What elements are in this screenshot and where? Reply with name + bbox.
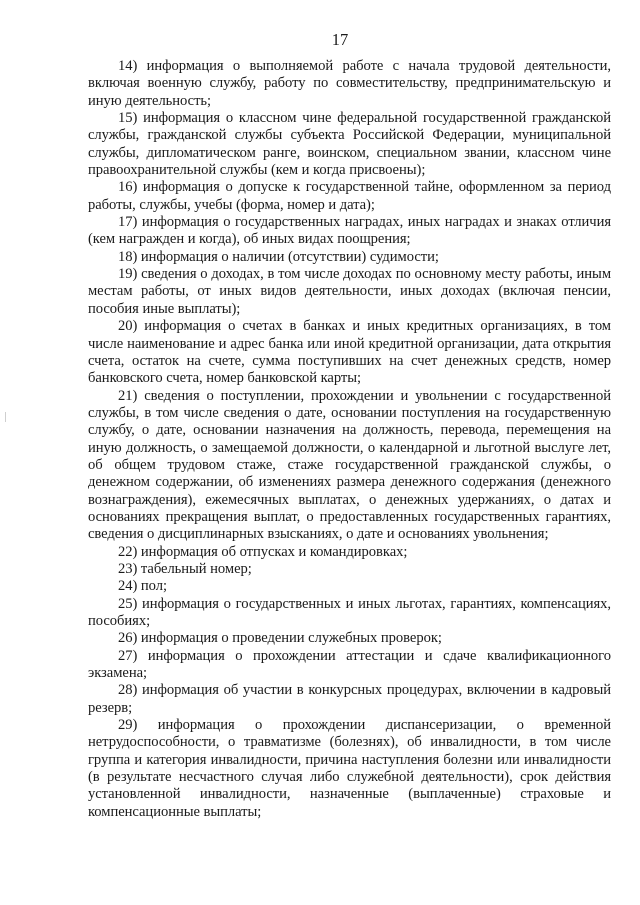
list-item-23: 23) табельный номер; <box>118 560 252 577</box>
list-item-18: 18) информация о наличии (отсутствии) судимости; <box>118 248 439 265</box>
list-item-14: 14) информация о выполняемой работе с начала трудовой деятельности, включая военную службу, работу по совместительству, предпринимательскую и иную деятельность; <box>88 58 611 109</box>
list-item-21: 21) сведения о поступлении, прохождении и увольнении с государственной службы, в том числе сведения о дате, основании поступления на государственную службу, о дате, основании назначения на должность, перевода, перемещения на иную должность, о замещаемой должности, о календарной и льготной выслуге лет, об общем трудовом стаже, стаже государственной гражданской службы, о денежном содержании, об изменениях размера денежного содержания (денежного вознаграждения), ежемесячных выплатах, о денежных удержаниях, о датах и основаниях прекращения выплат, о предоставленных государственных гарантиях, сведения о дисциплинарных взысканиях, о дате и основаниях увольнения; <box>88 387 611 543</box>
list-item-28: 28) информация об участии в конкурсных процедурах, включении в кадровый резерв; <box>88 682 611 716</box>
list-item-20: 20) информация о счетах в банках и иных кредитных организациях, в том числе наименование и адрес банка или иной кредитной организации, дата открытия счета, остаток на счете, сумма поступивших на счет денежных средств, номер банковского счета, номер банковской карты; <box>88 318 611 387</box>
page-number: 17 <box>331 30 349 49</box>
document-body <box>88 58 611 821</box>
list-item-27: 27) информация о прохождении аттестации и сдаче квалификационного экзамена; <box>88 647 611 682</box>
margin-scan-mark <box>5 412 6 422</box>
list-item-25: 25) информация о государственных и иных льготах, гарантиях, компенсациях, пособиях; <box>88 595 611 629</box>
list-item-24: 24) пол; <box>118 578 167 595</box>
list-item-29: 29) информация о прохождении диспансеризации, о временной нетрудоспособности, о травматизме (болезнях), об инвалидности, в том числе группа и категория инвалидности, причина наступления болезни или инвалидности (в результате несчастного случая либо служебной деятельности), срок действия установленной инвалидности, назначенные (выплаченные) страховые и компенсационные выплаты; <box>88 717 611 820</box>
list-item-15: 15) информация о классном чине федеральной государственной гражданской службы, гражданской службы субъекта Российской Федерации, муниципальной службы, дипломатическом ранге, воинском, специальном звании, классном чине правоохранительной службы (кем и когда присвоены); <box>88 110 611 179</box>
list-item-19: 19) сведения о доходах, в том числе доходах по основному месту работы, иным местам работы, от иных видов деятельности, иных доходах (включая пенсии, пособия иные выплаты); <box>88 266 611 317</box>
list-item-22: 22) информация об отпусках и командировках; <box>118 543 408 560</box>
list-item-16: 16) информация о допуске к государственной тайне, оформленном за период работы, службы, учебы (форма, номер и дата); <box>88 179 611 213</box>
list-item-17: 17) информация о государственных наградах, иных наградах и знаках отличия (кем награжден и когда), об иных видах поощрения; <box>88 214 611 248</box>
list-item-26: 26) информация о проведении служебных проверок; <box>118 630 442 647</box>
